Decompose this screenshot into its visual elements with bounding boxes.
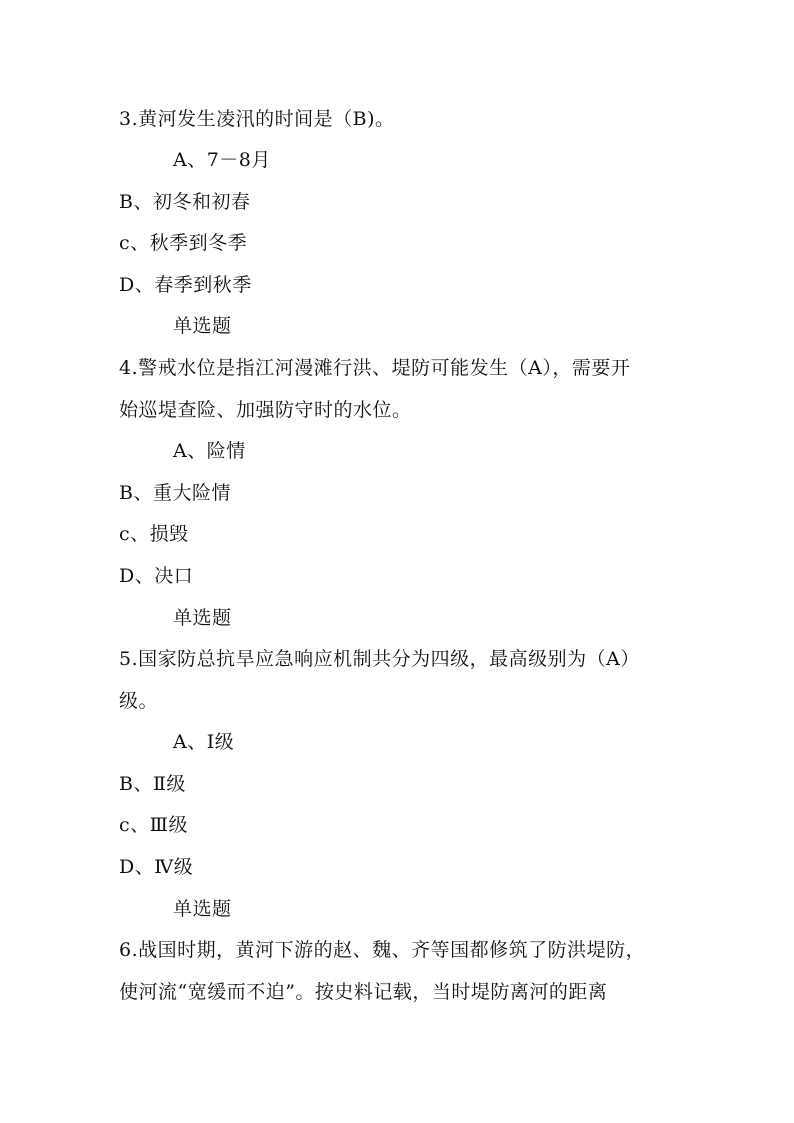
question-3-option-b: B、初冬和初春 <box>119 191 251 213</box>
question-4-type: 单选题 <box>173 607 232 629</box>
question-4-option-c: c、损毁 <box>119 523 189 545</box>
question-6-stem-line-1: 6.战国时期，黄河下游的赵、魏、齐等国都修筑了防洪堤防， <box>119 939 646 961</box>
question-3-option-d: D、春季到秋季 <box>119 274 252 296</box>
question-3-option-a: A、7－8月 <box>173 149 271 171</box>
question-4-stem-line-2: 始巡堤查险、加强防守时的水位。 <box>119 399 412 421</box>
question-5-option-a: A、Ⅰ级 <box>173 731 235 753</box>
question-5-option-d: D、Ⅳ级 <box>119 856 194 878</box>
question-5-stem-line-1: 5.国家防总抗旱应急响应机制共分为四级，最高级别为（A） <box>119 648 640 670</box>
question-3-type: 单选题 <box>173 315 232 337</box>
question-6-stem-line-2: 使河流“宽缓而不迫”。按史料记载，当时堤防离河的距离 <box>119 981 608 1003</box>
question-4-option-d: D、决口 <box>119 565 194 587</box>
question-4-option-b: B、重大险情 <box>119 482 231 504</box>
question-5-type: 单选题 <box>173 898 232 920</box>
question-4-option-a: A、险情 <box>173 440 246 462</box>
question-5-option-c: c、Ⅲ级 <box>119 814 188 836</box>
question-4-stem-line-1: 4.警戒水位是指江河漫滩行洪、堤防可能发生（A），需要开 <box>119 357 631 379</box>
question-3-stem-line-1: 3.黄河发生凌汛的时间是（B)。 <box>119 108 395 130</box>
question-5-option-b: B、Ⅱ级 <box>119 773 186 795</box>
question-3-option-c: c、秋季到冬季 <box>119 232 248 254</box>
question-5-stem-line-2: 级。 <box>119 690 159 712</box>
